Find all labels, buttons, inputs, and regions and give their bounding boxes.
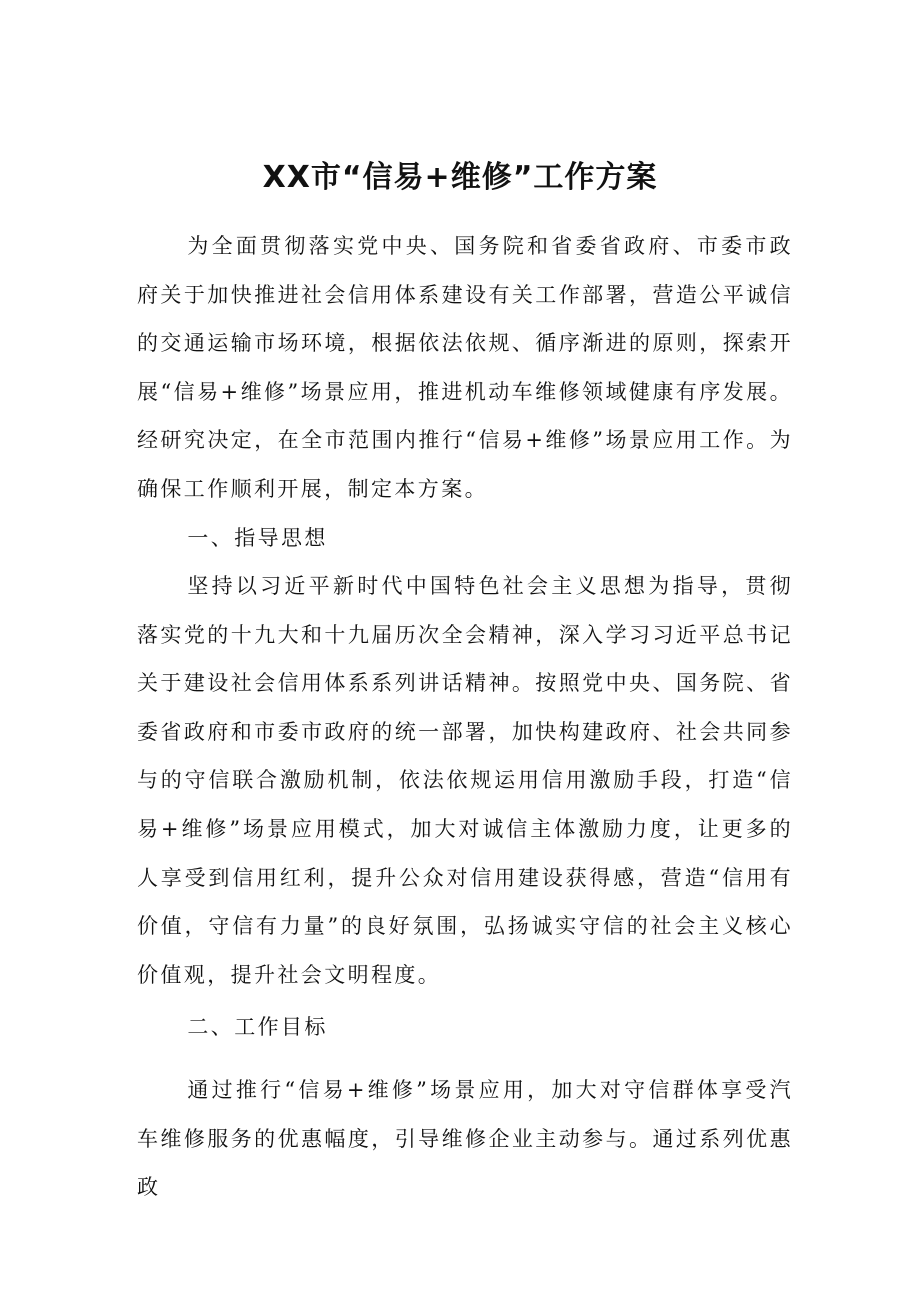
- section-paragraph-work-goals: 通过推行“信易+维修”场景应用，加大对守信群体享受汽车维修服务的优惠幅度，引导维修企业主动参与。通过系列优惠政: [137, 1078, 793, 1200]
- intro-paragraph: 为全面贯彻落实党中央、国务院和省委省政府、市委市政府关于加快推进社会信用体系建设有关工作部署，营造公平诚信的交通运输市场环境，根据依法依规、循序渐进的原则，探索开展“信易+维修”场景应用，推进机动车维修领域健康有序发展。经研究决定，在全市范围内推行“信易+维修”场景应用工作。为确保工作顺利开展，制定本方案。: [137, 234, 793, 501]
- section-heading-work-goals: 二、工作目标: [187, 1015, 328, 1039]
- document-title: XX市“信易+维修”工作方案: [262, 160, 658, 196]
- section-heading-guiding-ideology: 一、指导思想: [187, 526, 328, 550]
- section-paragraph-guiding-ideology: 坚持以习近平新时代中国特色社会主义思想为指导，贯彻落实党的十九大和十九届历次全会精神，深入学习习近平总书记关于建设社会信用体系系列讲话精神。按照党中央、国务院、省委省政府和市委市政府的统一部署，加快构建政府、社会共同参与的守信联合激励机制，依法依规运用信用激励手段，打造“信易+维修”场景应用模式，加大对诚信主体激励力度，让更多的人享受到信用红利，提升公众对信用建设获得感，营造“信用有价值，守信有力量”的良好氛围，弘扬诚实守信的社会主义核心价值观，提升社会文明程度。: [137, 574, 793, 987]
